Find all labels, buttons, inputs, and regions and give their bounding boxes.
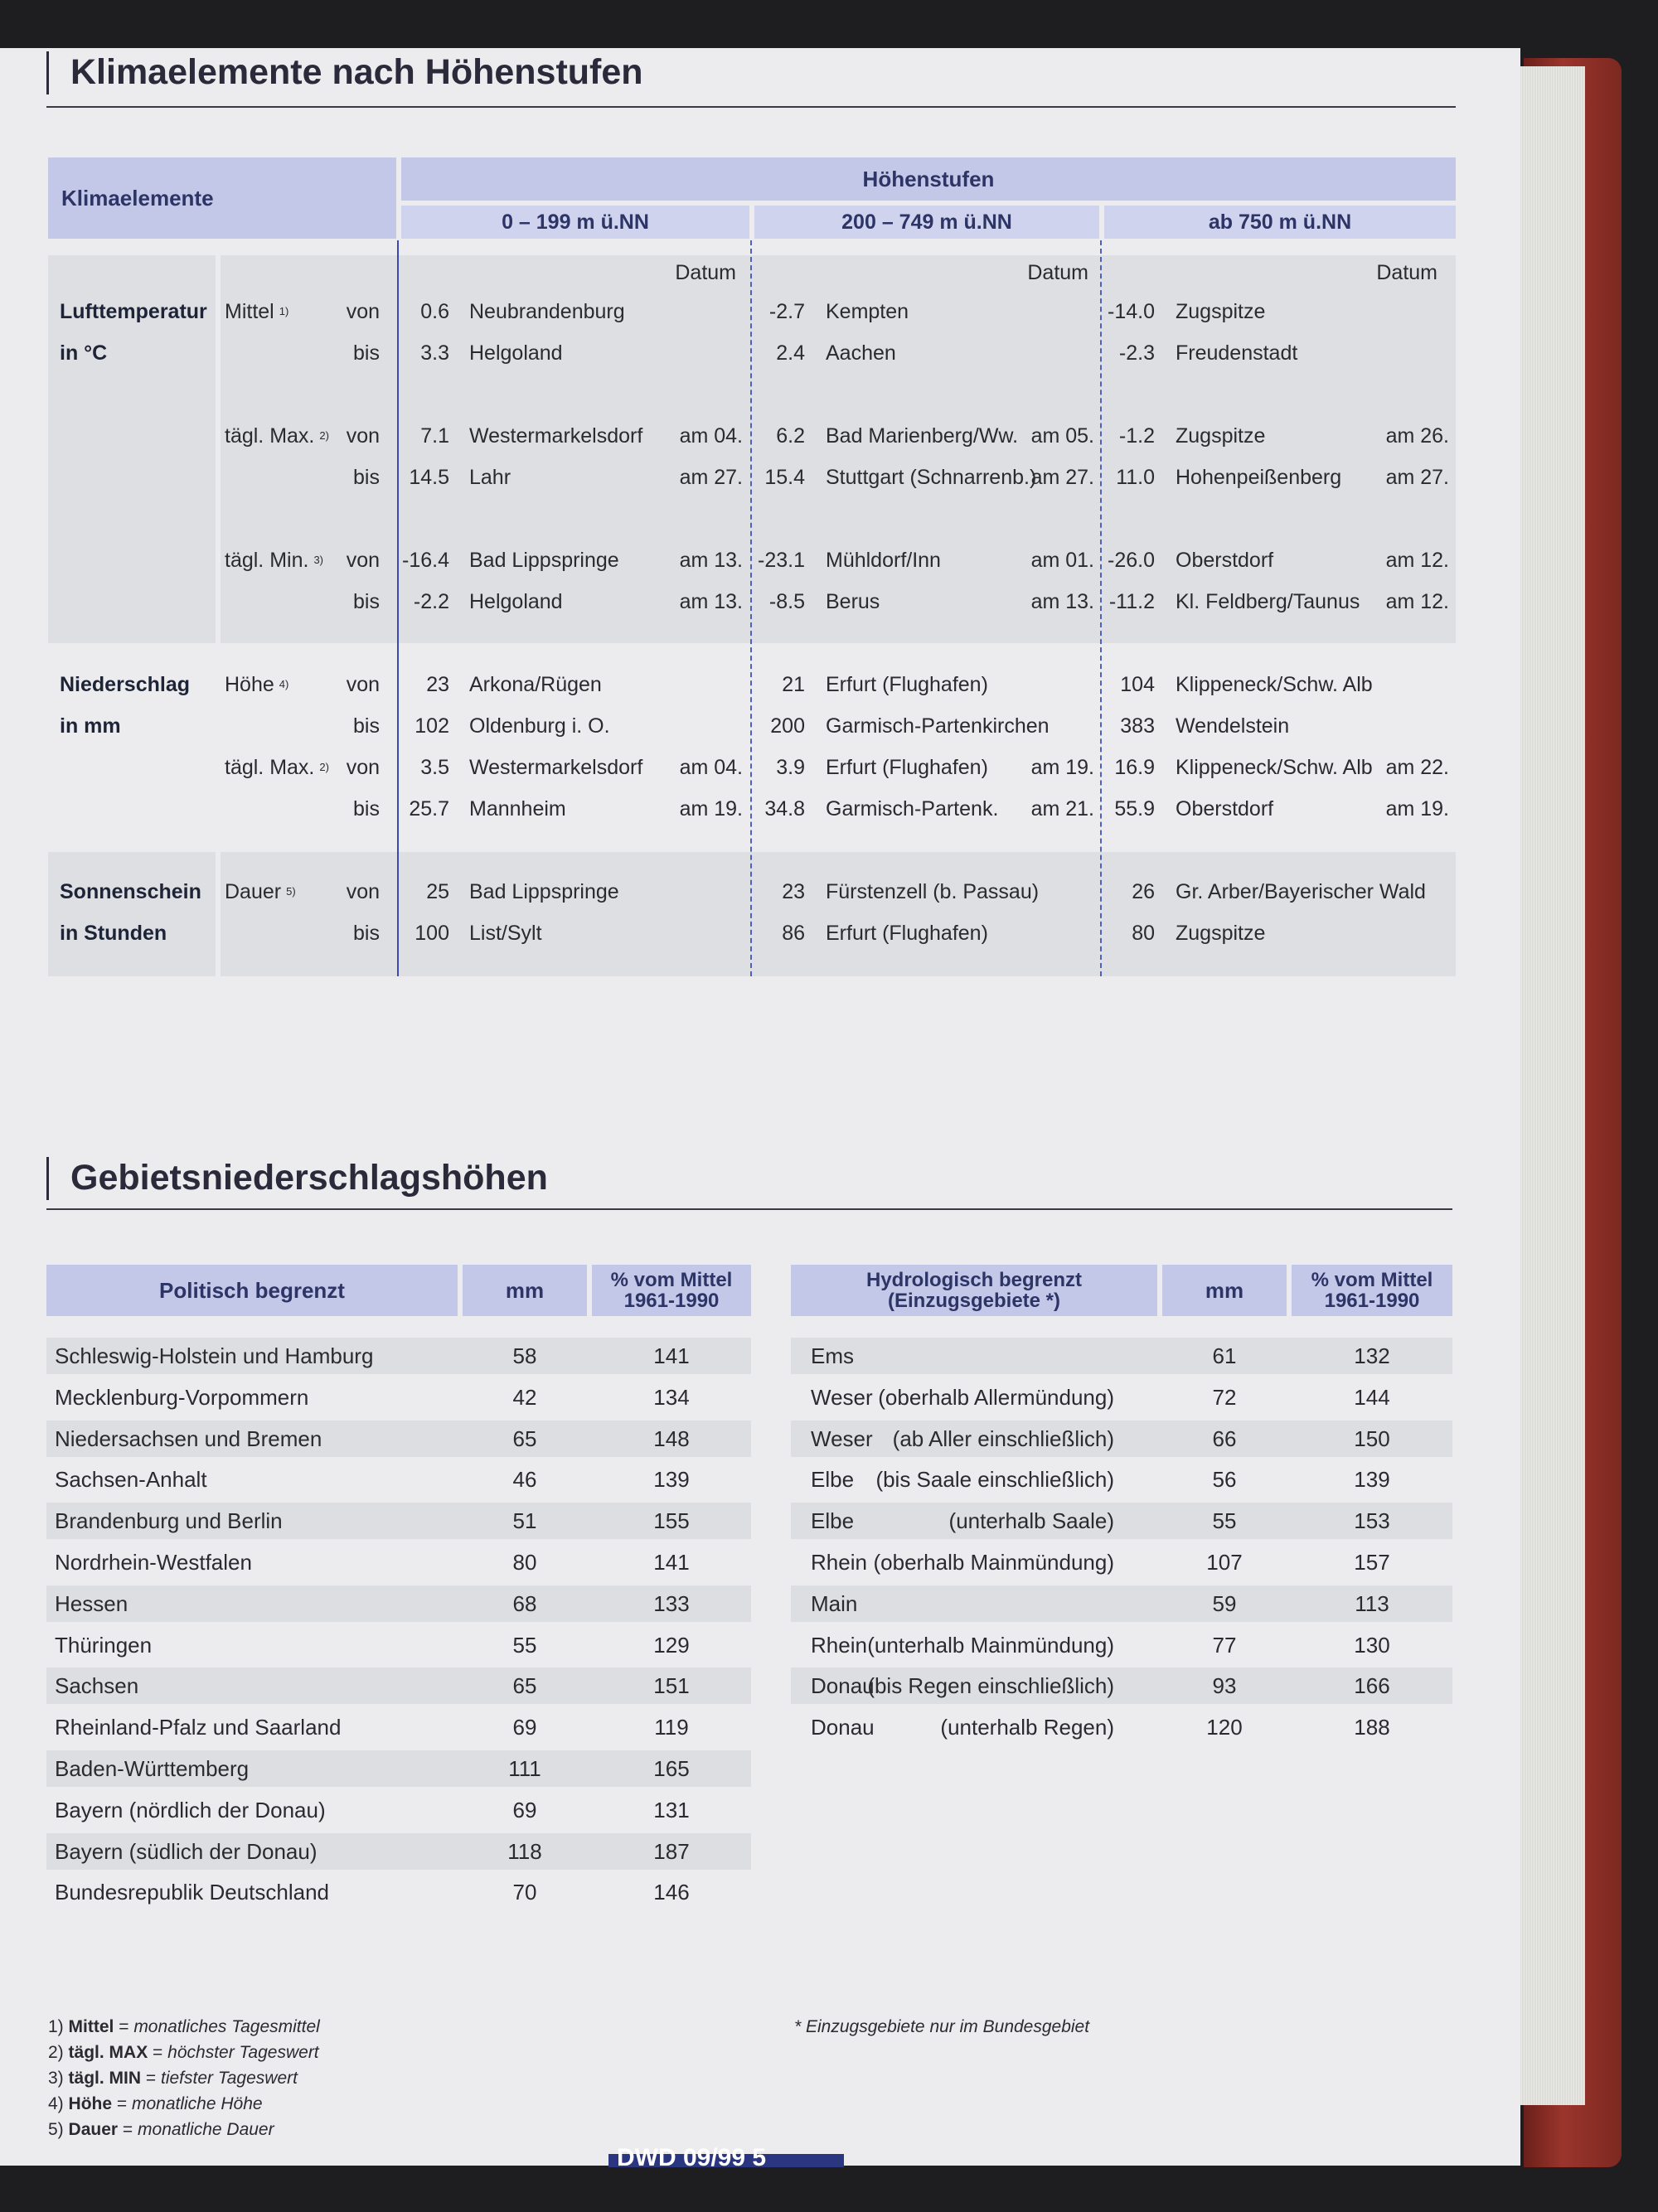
pct-value: 151 [653,1673,690,1699]
row-von-bis: von [346,549,380,572]
row-von-bis: bis [353,466,380,489]
value-cell: 16.9 [1114,756,1155,779]
date-cell: am 22. [1385,756,1449,779]
table-row [46,1792,751,1828]
footnote-term: Mittel [68,2017,114,2036]
row-sub-label: tägl. Max. $^{2)}$ [225,424,329,448]
group-label: Niederschlag [60,673,191,696]
footnote-eq: = [119,2017,129,2036]
pct-value: 132 [1354,1343,1390,1368]
river-name: Main [811,1590,858,1616]
region-name: Sachsen-Anhalt [55,1467,207,1493]
date-cell: am 13. [1030,590,1094,613]
value-cell: 23 [426,673,449,696]
value-cell: 100 [414,922,449,945]
value-cell: 80 [1132,922,1155,945]
station-cell: Zugspitze [1176,300,1266,323]
footnote-ref: 2) [319,429,329,442]
value-cell: -8.5 [768,590,805,613]
pct-value: 153 [1354,1508,1390,1534]
footnote-line [48,2014,320,2040]
value-cell: -16.4 [402,549,449,572]
klima-head-left [48,157,396,239]
mm-value: 69 [512,1797,537,1822]
row-von-bis: von [346,880,380,903]
politisch-pct-header [592,1265,751,1316]
date-cell: am 27. [1385,466,1449,489]
table-row [46,1627,751,1663]
station-cell: Fürstenzell (b. Passau) [826,880,1040,903]
row-sub-label: tägl. Min. $^{3)}$ [225,549,323,572]
mm-value: 69 [512,1715,537,1740]
row-sub-label: Dauer $^{5)}$ [225,880,296,903]
mm-value: 58 [512,1343,537,1368]
date-cell: am 13. [679,590,743,613]
footnote-num: 5) [48,2120,64,2139]
river-name: Elbe [811,1508,855,1534]
pct-value: 165 [653,1756,690,1781]
river-name: Donau [811,1715,875,1740]
table-row [791,1421,1452,1457]
station-cell: List/Sylt [469,922,542,945]
pct-value: 141 [653,1550,690,1575]
klima-head-top-label: Höhenstufen [862,167,995,191]
table-row [791,1338,1452,1374]
station-cell: Oberstdorf [1176,797,1274,820]
pct-value: 187 [653,1838,690,1864]
value-cell: 34.8 [764,797,805,820]
pct-value: 146 [653,1880,690,1905]
table-row [46,1874,751,1910]
footnote-term: tägl. MIN [68,2069,142,2088]
table-row [791,1503,1452,1539]
footnote-def: monatliche Höhe [131,2094,263,2113]
mm-value: 111 [508,1756,541,1781]
footnotes [48,2014,320,2142]
region-name: Mecklenburg-Vorpommern [55,1384,309,1410]
value-cell: 21 [782,673,805,696]
table-row [791,1544,1452,1580]
value-cell: 26 [1132,880,1155,903]
date-cell: am 19. [1030,756,1094,779]
value-cell: 15.4 [764,466,805,489]
station-cell: Helgoland [469,341,563,365]
value-cell: -11.2 [1108,590,1155,613]
date-cell: am 27. [679,466,743,489]
station-cell: Zugspitze [1176,922,1266,945]
region-name: Rheinland-Pfalz und Saarland [55,1715,342,1740]
table-row [46,1585,751,1622]
table-row [46,1461,751,1498]
hydro-mm-header [1162,1265,1287,1316]
footnote-ref: 3) [313,554,323,566]
date-cell: am 27. [1030,466,1094,489]
region-name: Baden-Württemberg [55,1756,250,1781]
pct-value: 141 [653,1343,690,1368]
group-label: Lufttemperatur [60,300,207,323]
footnote-term: Dauer [68,2120,119,2139]
politisch-mm-header [463,1265,587,1316]
table-row [46,1544,751,1580]
mm-value: 59 [1212,1590,1237,1616]
footnote-line [48,2065,320,2091]
footnote-ref: 1) [279,305,289,317]
station-cell: Klippeneck/Schw. Alb [1176,756,1373,779]
hydro-pct-label-2: 1961-1990 [1324,1290,1420,1312]
group-label-unit: in mm [60,714,121,738]
row-von-bis: bis [353,714,380,738]
region-name: Sachsen [55,1673,139,1699]
station-cell: Mannheim [469,797,566,820]
region-name: Schleswig-Holstein und Hamburg [55,1343,374,1368]
value-cell: 3.3 [420,341,449,365]
footnote-line [48,2091,320,2117]
footer-tab-label: DWD 09/99 5 [617,2144,767,2171]
pct-value: 119 [654,1715,689,1740]
group-label-unit: in Stunden [60,922,167,945]
value-cell: 383 [1120,714,1155,738]
date-cell: am 19. [679,797,743,820]
date-cell: am 26. [1385,424,1449,448]
date-cell: am 05. [1030,424,1094,448]
group-label: Sonnenschein [60,880,201,903]
pct-value: 131 [653,1797,690,1822]
region-name: Bayern (nördlich der Donau) [55,1797,326,1822]
value-cell: 7.1 [420,424,449,448]
river-name: Elbe [811,1467,855,1493]
row-von-bis: von [346,424,380,448]
value-cell: -1.2 [1118,424,1155,448]
pct-value: 139 [653,1467,690,1493]
zone-header-3: ab 750 m ü.NN [1104,206,1456,239]
gebiet-title: Gebietsniederschlagshöhen [46,1157,548,1200]
group-label-unit: in °C [60,341,108,365]
table-row [791,1627,1452,1663]
value-cell: 3.5 [420,756,449,779]
value-cell: 2.4 [776,341,805,365]
station-cell: Westermarkelsdorf [469,424,643,448]
region-name: Hessen [55,1590,128,1616]
footnote-line [48,2117,320,2142]
datum-label-2: Datum [1027,261,1088,284]
region-name: Brandenburg und Berlin [55,1508,283,1534]
mm-value: 80 [512,1550,537,1575]
station-cell: Stuttgart (Schnarrenb.) [826,466,1037,489]
datum-label-1: Datum [675,261,736,284]
mm-value: 56 [1212,1467,1237,1493]
footnote-eq: = [116,2094,128,2113]
river-qualifier: (ab Aller einschließlich) [892,1425,1114,1451]
pct-value: 155 [653,1508,690,1534]
klima-title-rule [46,106,1456,108]
station-cell: Kl. Feldberg/Taunus [1176,590,1360,613]
table-row [46,1338,751,1374]
table-row [791,1461,1452,1498]
date-cell: am 12. [1385,590,1449,613]
pct-value: 166 [1354,1673,1390,1699]
station-cell: Oldenburg i. O. [469,714,610,738]
pct-value: 150 [1354,1425,1390,1451]
table-row [46,1709,751,1745]
mm-value: 55 [512,1632,537,1658]
footnote-ref: 5) [286,885,296,898]
pct-value: 129 [653,1632,690,1658]
station-cell: Erfurt (Flughafen) [826,673,988,696]
table-row [46,1750,751,1787]
table-row [791,1667,1452,1704]
river-qualifier: (bis Regen einschließlich) [867,1673,1114,1699]
pct-value: 148 [653,1425,690,1451]
table-row [46,1833,751,1870]
date-cell: am 19. [1385,797,1449,820]
politisch-mm-label: mm [505,1277,545,1303]
footnote-ref: 2) [319,761,329,773]
river-qualifier: (oberhalb Mainmündung) [873,1550,1114,1575]
station-cell: Aachen [826,341,896,365]
station-cell: Erfurt (Flughafen) [826,922,988,945]
row-von-bis: bis [353,590,380,613]
mm-value: 61 [1212,1343,1237,1368]
date-cell: am 01. [1030,549,1094,572]
group-bg-sun [221,852,1456,976]
politisch-pct-label-1: % vom Mittel [610,1269,733,1291]
zone-header-2: 200 – 749 m ü.NN [754,206,1099,239]
footnote-num: 2) [48,2043,64,2062]
gebiet-title-rule [46,1208,1452,1210]
footnote-num: 4) [48,2094,64,2113]
row-sub-label: tägl. Max. $^{2)}$ [225,756,329,779]
date-cell: am 12. [1385,549,1449,572]
hydro-pct-header [1292,1265,1452,1316]
station-cell: Arkona/Rügen [469,673,602,696]
value-cell: 102 [414,714,449,738]
footnote-def: höchster Tageswert [167,2043,319,2062]
footnote-def: tiefster Tageswert [160,2069,298,2088]
footnote-ref: 4) [279,678,289,690]
politisch-header-label: Politisch begrenzt [159,1277,345,1303]
river-qualifier: (oberhalb Allermündung) [878,1384,1114,1410]
station-cell: Klippeneck/Schw. Alb [1176,673,1373,696]
pct-value: 134 [653,1384,690,1410]
mm-value: 51 [512,1508,537,1534]
table-row [46,1503,751,1539]
river-name: Ems [811,1343,854,1368]
value-cell: 200 [770,714,805,738]
mm-value: 72 [1212,1384,1237,1410]
mm-value: 93 [1212,1673,1237,1699]
date-cell: am 04. [679,424,743,448]
mm-value: 65 [512,1425,537,1451]
pct-value: 188 [1354,1715,1390,1740]
row-von-bis: bis [353,341,380,365]
station-cell: Freudenstadt [1176,341,1298,365]
footnote-eq: = [153,2043,163,2062]
hydro-header-label-2: (Einzugsgebiete *) [887,1290,1061,1312]
station-cell: Garmisch-Partenk. [826,797,999,820]
row-von-bis: bis [353,922,380,945]
mm-value: 120 [1206,1715,1243,1740]
footnote-def: monatliche Dauer [138,2120,274,2139]
region-name: Bayern (südlich der Donau) [55,1838,318,1864]
river-qualifier: (unterhalb Regen) [940,1715,1114,1740]
mm-value: 107 [1206,1550,1243,1575]
value-cell: -2.3 [1118,341,1155,365]
station-cell: Hohenpeißenberg [1176,466,1342,489]
station-cell: Lahr [469,466,511,489]
pct-value: 130 [1354,1632,1390,1658]
station-cell: Bad Marienberg/Ww. [826,424,1019,448]
station-cell: Westermarkelsdorf [469,756,643,779]
mm-value: 70 [512,1880,537,1905]
river-qualifier: (bis Saale einschließlich) [875,1467,1114,1493]
value-cell: 86 [782,922,805,945]
station-cell: Oberstdorf [1176,549,1274,572]
river-qualifier: (unterhalb Saale) [948,1508,1114,1534]
value-cell: 3.9 [776,756,805,779]
value-cell: -2.7 [768,300,805,323]
mm-value: 55 [1212,1508,1237,1534]
footnote-eq: = [122,2120,133,2139]
station-cell: Helgoland [469,590,563,613]
klima-title: Klimaelemente nach Höhenstufen [46,51,643,94]
mm-value: 42 [512,1384,537,1410]
value-cell: 6.2 [776,424,805,448]
klima-head-left-label: Klimaelemente [61,186,214,211]
page-edges [1515,66,1585,2105]
river-name: Donau [811,1673,875,1699]
datum-label-3: Datum [1376,261,1437,284]
station-cell: Bad Lippspringe [469,880,619,903]
row-sub-label: Höhe $^{4)}$ [225,673,289,696]
value-cell: 25.7 [409,797,449,820]
value-cell: -23.1 [758,549,805,572]
footnote-term: Höhe [68,2094,113,2113]
value-cell: -2.2 [413,590,449,613]
pct-value: 113 [1355,1590,1389,1616]
region-name: Bundesrepublik Deutschland [55,1880,329,1905]
river-name: Weser [811,1425,873,1451]
hydro-mm-label: mm [1205,1277,1244,1303]
station-cell: Erfurt (Flughafen) [826,756,988,779]
footnote-line [48,2040,320,2065]
mm-value: 65 [512,1673,537,1699]
footnote-num: 1) [48,2017,64,2036]
row-von-bis: von [346,756,380,779]
pct-value: 133 [653,1590,690,1616]
footnote-star: * Einzugsgebiete nur im Bundesgebiet [794,2017,1090,2036]
station-cell: Neubrandenburg [469,300,625,323]
station-cell: Zugspitze [1176,424,1266,448]
pct-value: 157 [1354,1550,1390,1575]
table-row [46,1379,751,1416]
date-cell: am 21. [1030,797,1094,820]
value-cell: 0.6 [420,300,449,323]
table-row [791,1709,1452,1745]
politisch-header [46,1265,458,1316]
river-name: Rhein [811,1632,867,1658]
mm-value: 66 [1212,1425,1237,1451]
value-cell: 55.9 [1114,797,1155,820]
footnote-term: tägl. MAX [68,2043,148,2062]
station-cell: Mühldorf/Inn [826,549,941,572]
station-cell: Wendelstein [1176,714,1290,738]
zone-header-1: 0 – 199 m ü.NN [401,206,749,239]
table-row [791,1585,1452,1622]
value-cell: 11.0 [1116,466,1155,489]
hydro-pct-label-1: % vom Mittel [1311,1269,1433,1291]
river-name: Rhein [811,1550,867,1575]
footnote-eq: = [145,2069,157,2088]
klima-head-top [401,157,1456,201]
hydro-header [791,1265,1157,1316]
footnote-def: monatliches Tagesmittel [133,2017,320,2036]
river-qualifier: (unterhalb Mainmündung) [867,1632,1114,1658]
row-von-bis: bis [353,797,380,820]
value-cell: -26.0 [1108,549,1155,572]
date-cell: am 04. [679,756,743,779]
row-von-bis: von [346,673,380,696]
mm-value: 77 [1212,1632,1237,1658]
row-sub-label: Mittel $^{1)}$ [225,300,289,323]
region-name: Thüringen [55,1632,153,1658]
value-cell: 23 [782,880,805,903]
station-cell: Gr. Arber/Bayerischer Wald [1176,880,1426,903]
mm-value: 68 [512,1590,537,1616]
mm-value: 118 [507,1838,542,1864]
pct-value: 144 [1354,1384,1390,1410]
footer-tab [608,2144,844,2171]
pct-value: 139 [1354,1467,1390,1493]
group-bg-sun-label [48,852,216,976]
station-cell: Bad Lippspringe [469,549,619,572]
footnote-num: 3) [48,2069,64,2088]
region-name: Niedersachsen und Bremen [55,1425,322,1451]
table-row [46,1667,751,1704]
table-row [791,1379,1452,1416]
table-row [46,1421,751,1457]
politisch-pct-label-2: 1961-1990 [623,1290,720,1312]
value-cell: 104 [1120,673,1155,696]
station-cell: Kempten [826,300,909,323]
region-name: Nordrhein-Westfalen [55,1550,252,1575]
row-von-bis: von [346,300,380,323]
hydro-header-label-1: Hydrologisch begrenzt [865,1269,1083,1291]
date-cell: am 13. [679,549,743,572]
value-cell: 14.5 [409,466,449,489]
value-cell: 25 [426,880,449,903]
mm-value: 46 [512,1467,537,1493]
station-cell: Berus [826,590,880,613]
river-name: Weser [811,1384,873,1410]
station-cell: Garmisch-Partenkirchen [826,714,1050,738]
value-cell: -14.0 [1108,300,1155,323]
